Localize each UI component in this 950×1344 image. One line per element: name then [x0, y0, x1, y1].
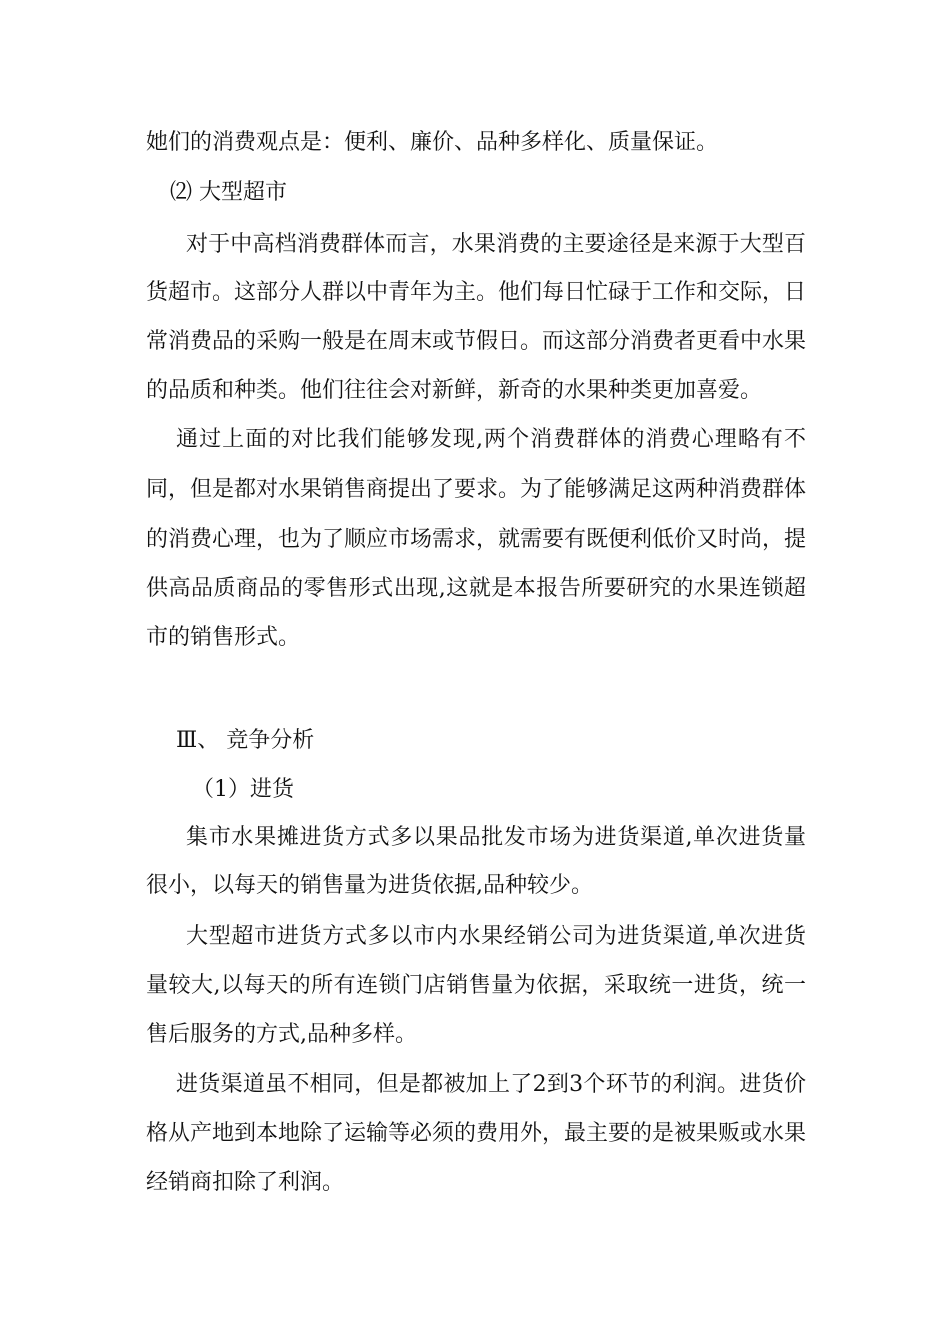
- paragraph-line: 经销商扣除了利润。: [146, 1170, 345, 1195]
- subheading-purchasing: （1）进货: [192, 777, 294, 802]
- paragraph-line: 很小，以每天的销售量为进货依据,品种较少。: [146, 873, 593, 898]
- paragraph-line: 货超市。这部分人群以中青年为主。他们每日忙碌于工作和交际，日: [146, 280, 806, 305]
- paragraph-line: 进货渠道虽不相同，但是都被加上了2到3个环节的利润。进货价: [176, 1072, 806, 1097]
- paragraph-line: 她们的消费观点是：便利、廉价、品种多样化、质量保证。: [146, 130, 719, 155]
- paragraph-line: 售后服务的方式,品种多样。: [146, 1022, 417, 1047]
- paragraph-line: 的品质和种类。他们往往会对新鲜，新奇的水果种类更加喜爱。: [146, 378, 763, 403]
- paragraph-line: 市的销售形式。: [146, 625, 301, 650]
- paragraph-line: 同，但是都对水果销售商提出了要求。为了能够满足这两种消费群体: [146, 477, 806, 502]
- paragraph-line: 集市水果摊进货方式多以果品批发市场为进货渠道,单次进货量: [186, 825, 806, 850]
- paragraph-line: 大型超市进货方式多以市内水果经销公司为进货渠道,单次进货: [186, 924, 806, 949]
- paragraph-line: 常消费品的采购一般是在周末或节假日。而这部分消费者更看中水果: [146, 329, 806, 354]
- paragraph-line: 供高品质商品的零售形式出现,这就是本报告所要研究的水果连锁超: [146, 576, 806, 601]
- paragraph-line: 的消费心理，也为了顺应市场需求，就需要有既便利低价又时尚，提: [146, 527, 806, 552]
- subheading-supermarket: ⑵ 大型超市: [170, 180, 287, 205]
- paragraph-line: 量较大,以每天的所有连锁门店销售量为依据，采取统一进货，统一: [146, 973, 806, 998]
- paragraph-line: 通过上面的对比我们能够发现,两个消费群体的消费心理略有不: [176, 427, 806, 452]
- section-heading-competition: Ⅲ、 竞争分析: [176, 728, 315, 753]
- paragraph-line: 对于中高档消费群体而言，水果消费的主要途径是来源于大型百: [186, 232, 806, 257]
- paragraph-line: 格从产地到本地除了运输等必须的费用外，最主要的是被果贩或水果: [146, 1121, 806, 1146]
